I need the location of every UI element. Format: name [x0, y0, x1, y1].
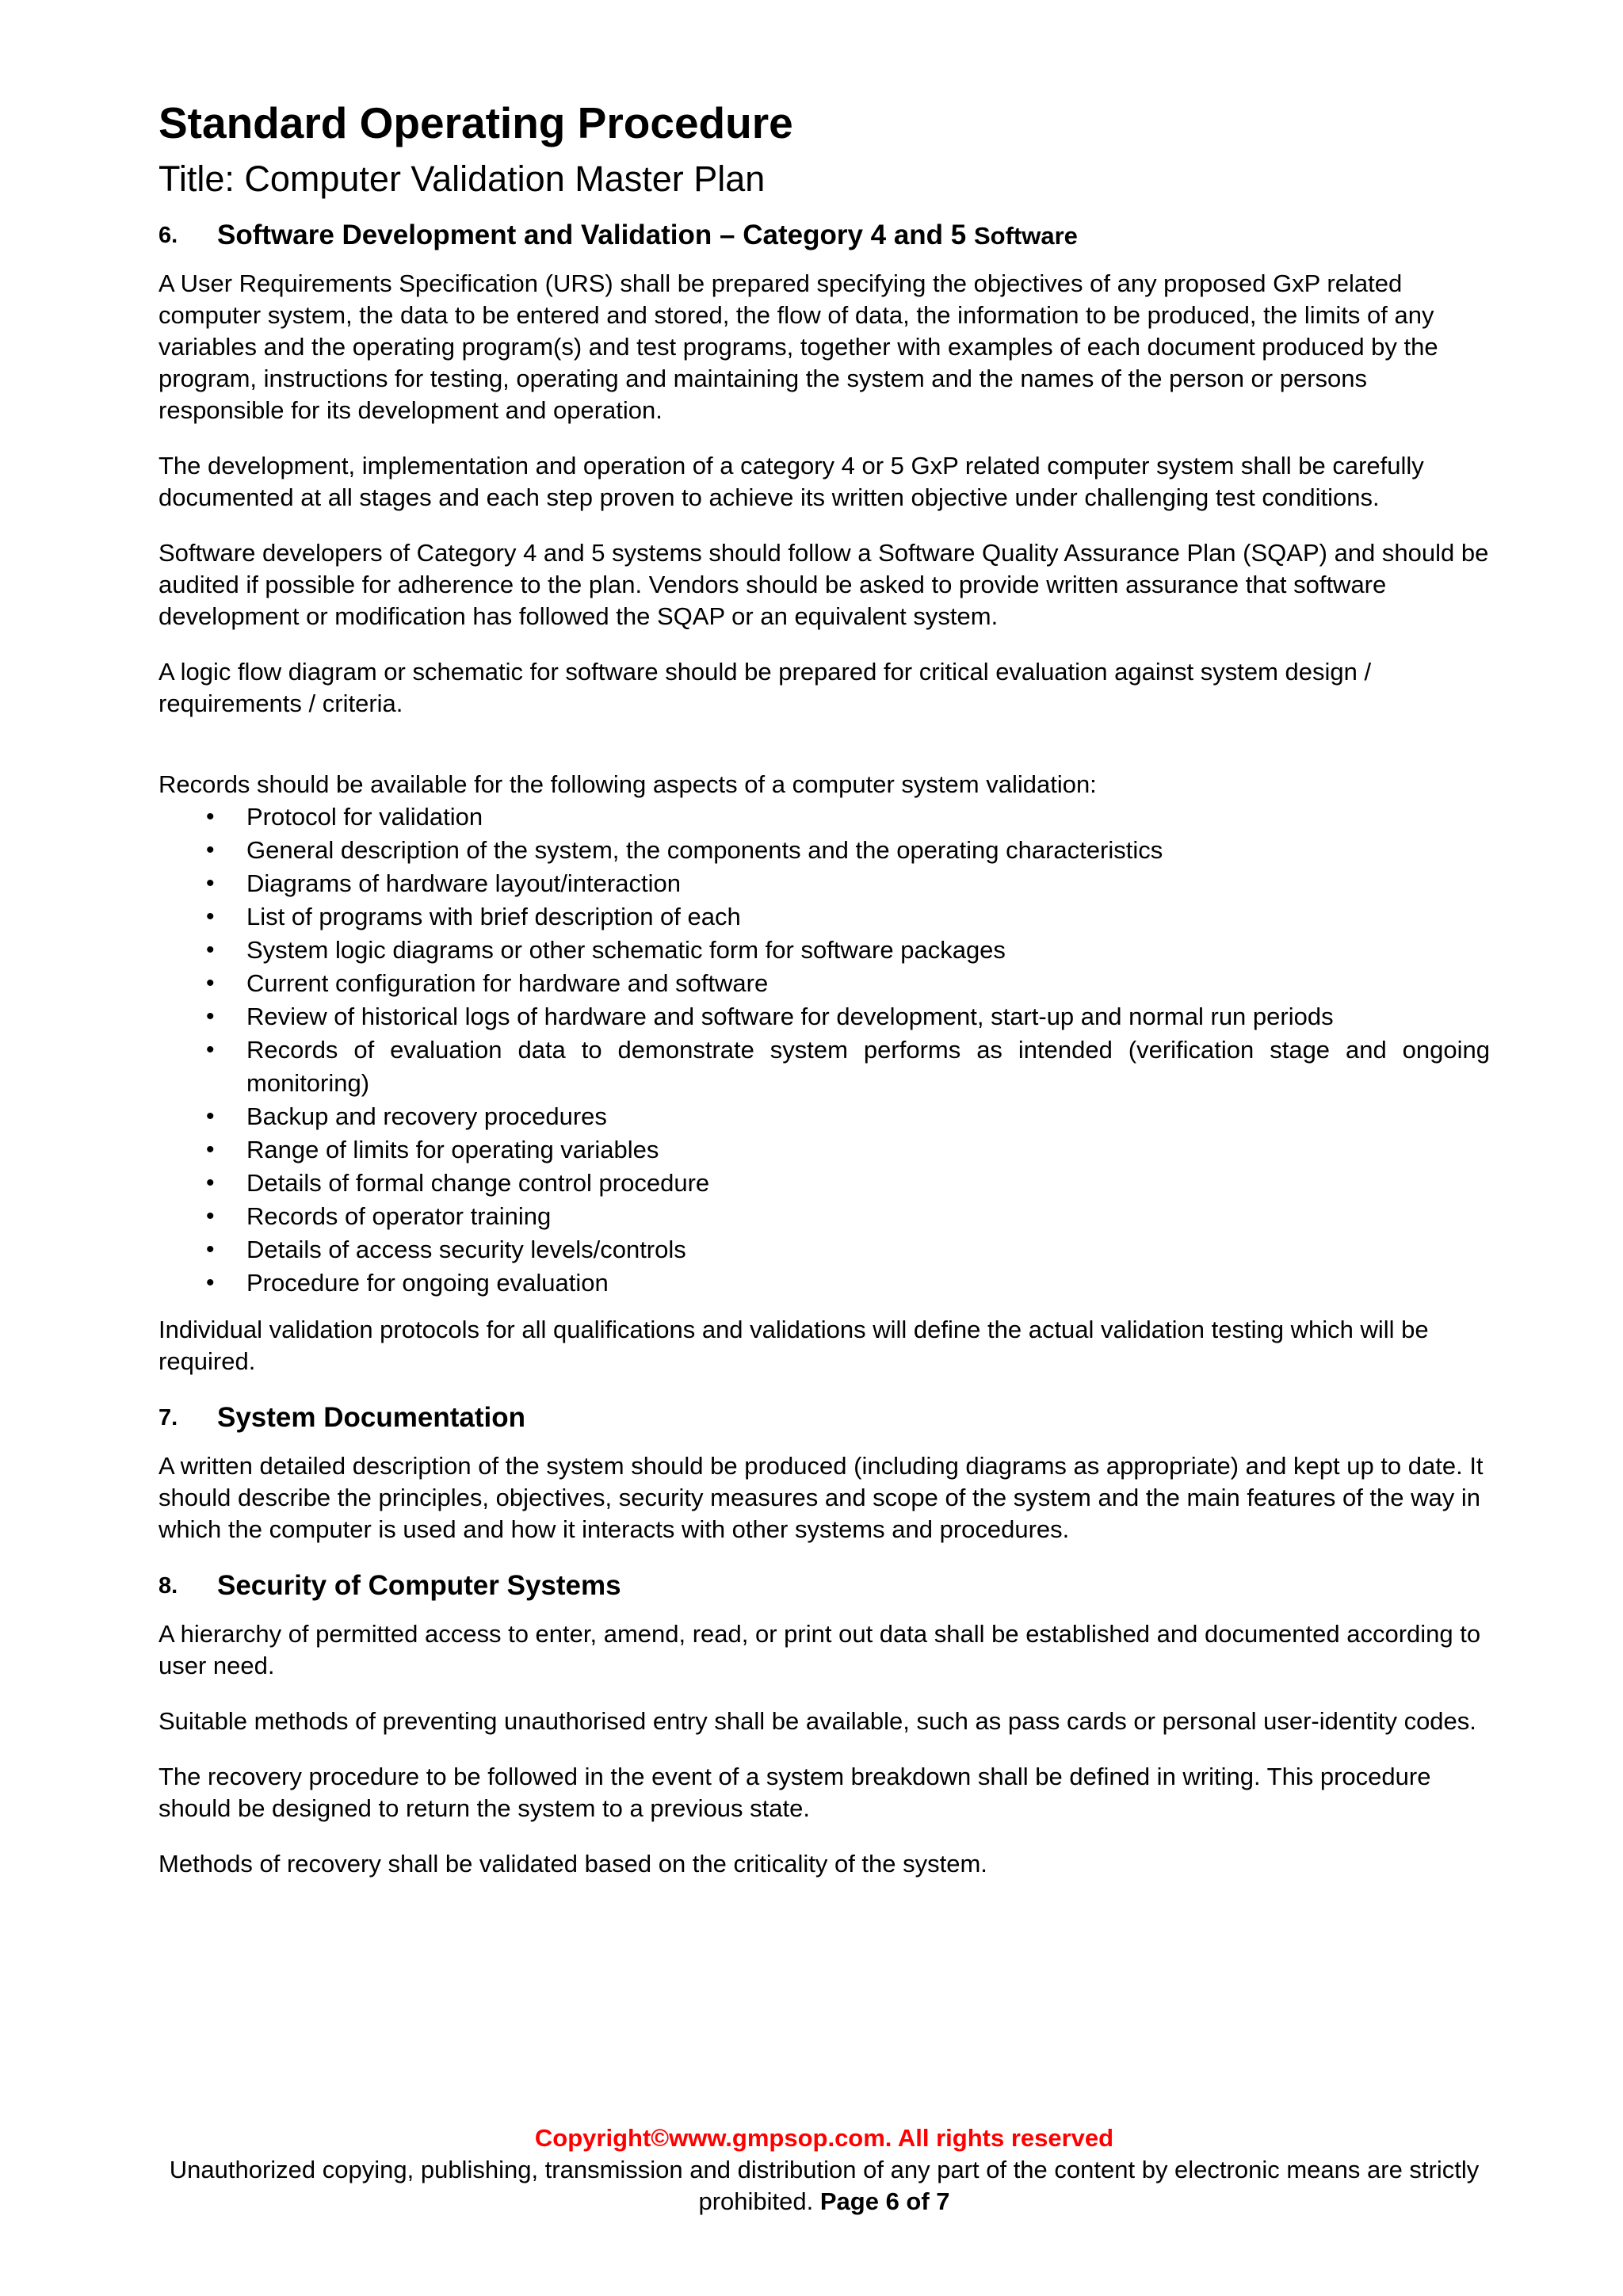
bullet-icon: • — [206, 804, 215, 830]
list-item: • Current configuration for hardware and software — [158, 967, 1490, 1000]
list-item: • General description of the system, the components and the operating characteristics — [158, 834, 1490, 867]
document-subtitle: Title: Computer Validation Master Plan — [158, 159, 766, 199]
section-7-title: System Documentation — [217, 1402, 525, 1433]
section-6-heading — [158, 219, 1490, 252]
bullet-icon: • — [206, 837, 215, 863]
page-footer — [158, 2122, 1490, 2218]
page-number: Page 6 of 7 — [819, 2187, 950, 2215]
section-6-paragraph: A User Requirements Specification (URS) shall be prepared specifying the objectives of any proposed GxP related computer system, the data to be entered and stored, the flow of data, the information to be produced, the limits of any variables and the operating program(s) and test programs, together with examples of each document produced by the program, instructions for testing, operating and maintaining the system and the names of the person or persons responsible for its development and operation. — [158, 269, 1438, 424]
list-item: • Backup and recovery procedures — [158, 1100, 1490, 1133]
section-8-title: Security of Computer Systems — [217, 1570, 621, 1601]
bullet-icon: • — [206, 970, 215, 996]
bullet-icon: • — [206, 1170, 215, 1196]
list-item: • System logic diagrams or other schematic form for software packages — [158, 934, 1490, 967]
list-item: • List of programs with brief description of each — [158, 900, 1490, 934]
list-item: • Review of historical logs of hardware and software for development, start-up and normal run periods — [158, 1000, 1490, 1033]
section-6-title-suffix: Software — [973, 222, 1078, 250]
list-item: • Procedure for ongoing evaluation — [158, 1266, 1490, 1300]
section-8-number: 8. — [158, 1573, 178, 1599]
bullet-icon: • — [206, 1037, 215, 1063]
list-item: • Range of limits for operating variables — [158, 1133, 1490, 1167]
section-8-paragraph: Methods of recovery shall be validated based on the criticality of the system. — [158, 1850, 987, 1878]
section-6-paragraph: Software developers of Category 4 and 5 systems should follow a Software Quality Assurance Plan (SQAP) and should be audited if possible for adherence to the plan. Vendors should be asked to provide written assurance that software development or modification has followed the SQAP or an equivalent system. — [158, 539, 1489, 630]
document-page — [158, 98, 1490, 1880]
section-6-number: 6. — [158, 223, 178, 248]
list-item: • Details of access security levels/controls — [158, 1233, 1490, 1266]
document-title: Standard Operating Procedure — [158, 98, 793, 147]
records-list — [158, 800, 1490, 1300]
section-6-paragraph: The development, implementation and operation of a category 4 or 5 GxP related computer system shall be carefully documented at all stages and each step proven to achieve its written objective under challenging test conditions. — [158, 452, 1424, 511]
bullet-icon: • — [206, 904, 215, 930]
section-6-closing: Individual validation protocols for all qualifications and validations will define the actual validation testing which will be required. — [158, 1316, 1429, 1375]
copyright-notice: Copyright©www.gmpsop.com. All rights reserved — [534, 2124, 1114, 2152]
list-item: • Diagrams of hardware layout/interaction — [158, 867, 1490, 900]
list-item: • Details of formal change control procedure — [158, 1167, 1490, 1200]
section-8-paragraph: A hierarchy of permitted access to enter, amend, read, or print out data shall be established and documented according to user need. — [158, 1620, 1481, 1679]
bullet-icon: • — [206, 1003, 215, 1030]
bullet-icon: • — [206, 1236, 215, 1263]
bullet-icon: • — [206, 1137, 215, 1163]
bullet-icon: • — [206, 870, 215, 896]
section-8-heading — [158, 1569, 1490, 1603]
bullet-icon: • — [206, 1103, 215, 1129]
section-7-heading — [158, 1401, 1490, 1435]
section-7-paragraph: A written detailed description of the system should be produced (including diagrams as appropriate) and kept up to date. It should describe the principles, objectives, security measures and scope of the system and the main features of the way in which the computer is used and how it interacts with other systems and procedures. — [158, 1452, 1484, 1543]
section-7-number: 7. — [158, 1405, 178, 1431]
bullet-icon: • — [206, 1270, 215, 1296]
bullet-icon: • — [206, 1203, 215, 1229]
list-item: • Records of operator training — [158, 1200, 1490, 1233]
bullet-icon: • — [206, 937, 215, 963]
section-6-paragraph: A logic flow diagram or schematic for software should be prepared for critical evaluation against system design / requirements / criteria. — [158, 658, 1372, 717]
list-item: • Protocol for validation — [158, 800, 1490, 834]
copying-notice: Unauthorized copying, publishing, transmission and distribution of any part of the content by electronic means are strictly prohibited. Page 6 of 7 — [169, 2156, 1480, 2215]
list-item: • Records of evaluation data to demonstrate system performs as intended (verification stage and ongoing monitoring) — [158, 1033, 1490, 1100]
records-intro: Records should be available for the following aspects of a computer system validation: — [158, 770, 1097, 798]
section-8-paragraph: The recovery procedure to be followed in the event of a system breakdown shall be defined in writing. This procedure should be designed to return the system to a previous state. — [158, 1763, 1431, 1822]
section-6-title: Software Development and Validation – Category 4 and 5 — [217, 220, 967, 250]
section-8-paragraph: Suitable methods of preventing unauthorised entry shall be available, such as pass cards or personal user-identity codes. — [158, 1707, 1476, 1735]
